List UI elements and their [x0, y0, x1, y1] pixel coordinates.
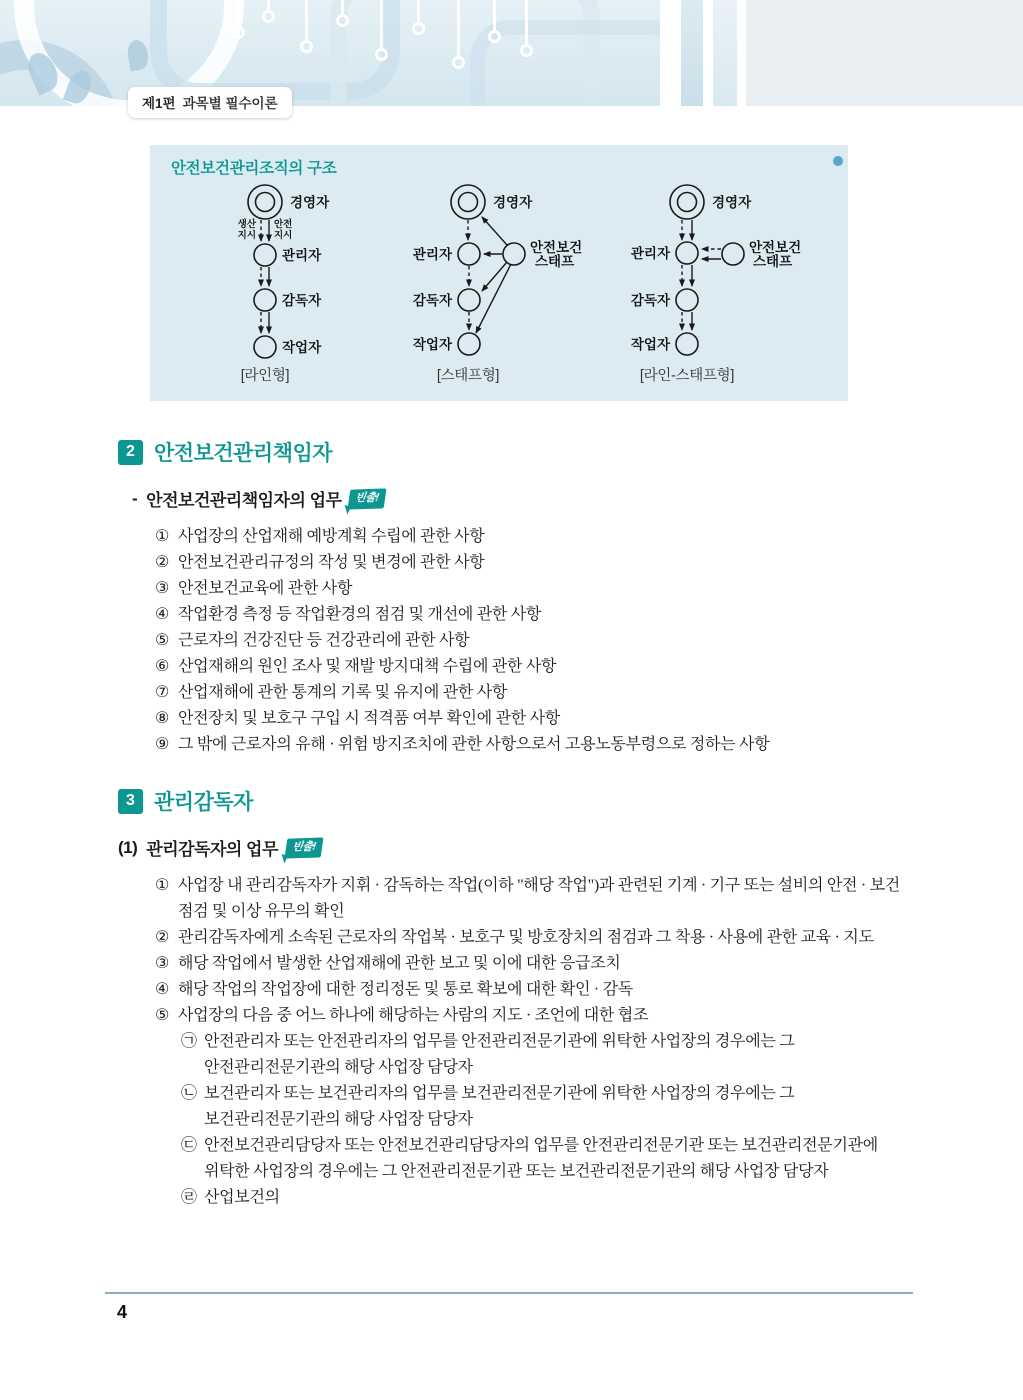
caption-staff-type: [스태프형]	[436, 368, 500, 384]
list-item	[155, 873, 918, 925]
worker-node	[254, 336, 276, 358]
subsection-title: 관리감독자의 업무	[146, 840, 278, 859]
section-safety-health-manager	[118, 437, 918, 758]
list-item	[155, 925, 918, 951]
duty-list	[155, 524, 918, 758]
banner-divider-bar	[681, 0, 703, 106]
subsection-prefix: -	[132, 488, 138, 508]
supervisor-node	[676, 289, 698, 311]
list-item	[155, 550, 918, 576]
subsection-heading	[132, 486, 918, 511]
node-label-ceo: 경영자	[290, 195, 330, 210]
edge-label-safety-1: 안전	[274, 219, 293, 230]
node-label-staff-2: 스태프	[535, 254, 575, 269]
item-marker: ②	[155, 554, 170, 571]
list-item	[155, 524, 918, 550]
item-marker: ㉡	[181, 1085, 197, 1102]
node-label-supervisor: 감독자	[412, 293, 452, 308]
list-item	[155, 680, 918, 706]
node-label-worker: 작업자	[282, 340, 322, 355]
item-marker: ③	[155, 955, 170, 972]
sub-list-item	[181, 1133, 918, 1185]
item-text: 안전보건교육에 관한 사항	[178, 580, 353, 597]
item-marker: ④	[155, 981, 170, 998]
item-text: 그 밖에 근로자의 유해 · 위험 방지조치에 관한 사항으로서 고용노동부령으로 정하는 사항	[178, 736, 770, 753]
section-title: 안전보건관리책임자	[154, 442, 333, 465]
item-text: 보건관리자 또는 보건관리자의 업무를 보건관리전문기관에 위탁한 사업장의 경우에는 그 보건관리전문기관의 해당 사업장 담당자	[204, 1085, 795, 1128]
node-label-worker: 작업자	[630, 337, 670, 352]
item-text: 산업재해에 관한 통계의 기록 및 유지에 관한 사항	[178, 684, 508, 701]
item-text: 관리감독자에게 소속된 근로자의 작업복 · 보호구 및 방호장치의 점검과 그 착용 · 사용에 관한 교육 · 지도	[178, 929, 874, 946]
section-heading	[118, 437, 918, 467]
subsection-heading	[118, 835, 918, 860]
node-label-supervisor: 감독자	[630, 293, 670, 308]
node-label-manager: 관리자	[630, 246, 670, 261]
figure-org-structure	[150, 145, 848, 401]
item-marker: ①	[155, 877, 170, 894]
footer-divider	[105, 1292, 913, 1294]
node-label-worker: 작업자	[412, 337, 452, 352]
part-title: 과목별 필수이론	[182, 96, 278, 111]
subsection-title: 안전보건관리책임자의 업무	[146, 491, 342, 510]
node-label-ceo: 경영자	[493, 195, 533, 210]
node-label-staff-2: 스태프	[753, 254, 793, 269]
list-item	[155, 628, 918, 654]
banner-side-panel	[746, 0, 1023, 106]
item-marker: ⑧	[155, 710, 170, 727]
node-label-manager: 관리자	[282, 248, 322, 263]
page-number: 4	[117, 1302, 128, 1322]
item-marker: ㉣	[181, 1189, 197, 1206]
item-text: 근로자의 건강진단 등 건강관리에 관한 사항	[178, 632, 470, 649]
node-label-manager: 관리자	[412, 247, 452, 262]
sub-list-item	[181, 1185, 918, 1211]
sub-list-item	[181, 1081, 918, 1133]
manager-node	[254, 244, 276, 266]
edge-label-safety-2: 지시	[274, 230, 293, 241]
item-marker: ①	[155, 528, 170, 545]
item-text: 안전보건관리담당자 또는 안전보건관리담당자의 업무를 안전관리전문기관 또는 보건관리전문기관에 위탁한 사업장의 경우에는 그 안전관리전문기관 또는 보건관리전문기관의 해당 사업장 담당자	[204, 1137, 878, 1180]
item-text: 산업보건의	[204, 1189, 280, 1206]
node-label-ceo: 경영자	[712, 195, 752, 210]
edge-label-production-2: 지시	[237, 230, 256, 241]
list-item	[155, 1003, 918, 1029]
item-marker: ㉢	[181, 1137, 197, 1154]
section-title: 관리감독자	[154, 791, 253, 814]
item-text: 작업환경 측정 등 작업환경의 점검 및 개선에 관한 사항	[178, 606, 542, 623]
item-text: 해당 작업에서 발생한 산업재해에 관한 보고 및 이에 대한 응급조치	[178, 955, 621, 972]
banner-divider-bar	[713, 0, 737, 106]
item-text: 산업재해의 원인 조사 및 재발 방지대책 수립에 관한 사항	[178, 658, 557, 675]
item-text: 사업장의 다음 중 어느 하나에 해당하는 사람의 지도 · 조언에 대한 협조	[178, 1007, 649, 1024]
section-number-badge: 2	[118, 440, 143, 465]
diagram-line-type	[238, 185, 330, 384]
part-breadcrumb	[128, 87, 292, 118]
item-text: 사업장 내 관리감독자가 지휘 · 감독하는 작업(이하 "해당 작업")과 관련된 기계 · 기구 또는 설비의 안전 · 보건 점검 및 이상 유무의 확인	[178, 877, 900, 920]
node-label-supervisor: 감독자	[282, 293, 322, 308]
frequent-badge: 빈출!	[284, 837, 323, 858]
item-marker: ③	[155, 580, 170, 597]
worker-node	[676, 333, 698, 355]
edge-label-production-1: 생산	[237, 219, 256, 230]
item-text: 안전장치 및 보호구 구입 시 적격품 여부 확인에 관한 사항	[178, 710, 560, 727]
worker-node	[458, 333, 480, 355]
banner-artwork	[0, 0, 660, 106]
duty-list	[155, 873, 918, 1211]
list-item	[155, 977, 918, 1003]
item-text: 안전관리자 또는 안전관리자의 업무를 안전관리전문기관에 위탁한 사업장의 경우에는 그 안전관리전문기관의 해당 사업장 담당자	[204, 1033, 795, 1076]
staff-node	[722, 243, 744, 265]
figure-corner-dot	[833, 156, 843, 166]
item-text: 사업장의 산업재해 예방계획 수립에 관한 사항	[178, 528, 485, 545]
item-marker: ⑨	[155, 736, 170, 753]
item-marker: ②	[155, 929, 170, 946]
item-text: 안전보건관리규정의 작성 및 변경에 관한 사항	[178, 554, 485, 571]
figure-title: 안전보건관리조직의 구조	[171, 160, 337, 177]
list-item	[155, 706, 918, 732]
part-label: 제1편	[142, 96, 176, 111]
list-item	[155, 732, 918, 758]
item-marker: ④	[155, 606, 170, 623]
item-marker: ⑥	[155, 658, 170, 675]
item-marker: ⑦	[155, 684, 170, 701]
node-label-staff-1: 안전보건	[749, 240, 802, 255]
section-number-badge: 3	[118, 789, 143, 814]
supervisor-node	[254, 289, 276, 311]
item-marker: ⑤	[155, 632, 170, 649]
section-management-supervisor	[118, 786, 918, 1211]
caption-line-type: [라인형]	[240, 368, 290, 384]
diagram-staff-type	[413, 185, 582, 384]
list-item	[155, 576, 918, 602]
list-item	[155, 602, 918, 628]
item-marker: ㉠	[181, 1033, 197, 1050]
node-label-staff-1: 안전보건	[530, 240, 583, 255]
diagram-line-staff-type	[631, 185, 801, 384]
item-text: 해당 작업의 작업장에 대한 정리정돈 및 통로 확보에 대한 확인 · 감독	[178, 981, 633, 998]
list-item	[155, 654, 918, 680]
manager-node	[676, 242, 698, 264]
supervisor-node	[458, 289, 480, 311]
staff-node	[503, 243, 525, 265]
frequent-badge: 빈출!	[348, 488, 387, 509]
manager-node	[458, 243, 480, 265]
section-heading	[118, 786, 918, 816]
org-chart-svg	[150, 145, 848, 401]
list-item	[155, 951, 918, 977]
sub-duty-list	[181, 1029, 918, 1211]
item-marker: ⑤	[155, 1007, 170, 1024]
sub-list-item	[181, 1029, 918, 1081]
subsection-prefix: (1)	[118, 837, 138, 857]
caption-line-staff-type: [라인-스태프형]	[639, 368, 735, 384]
